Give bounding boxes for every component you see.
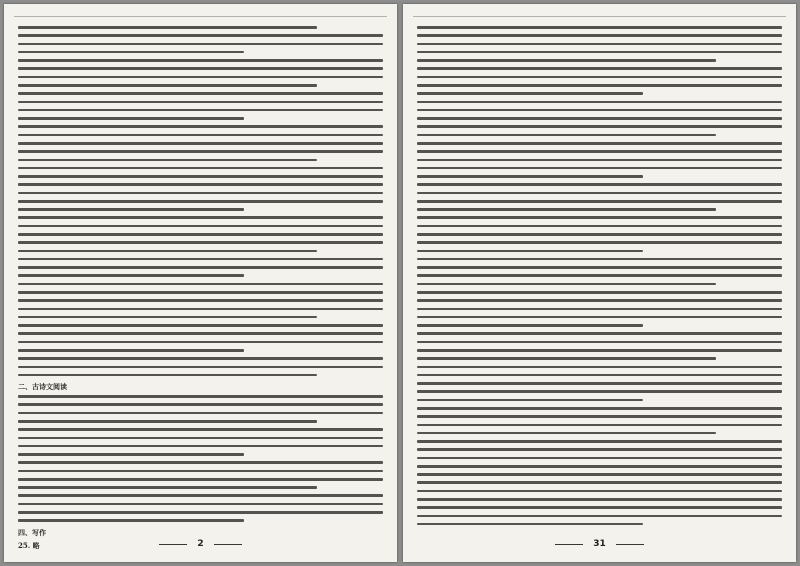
text-line bbox=[18, 76, 383, 79]
text-line bbox=[18, 159, 317, 162]
text-line bbox=[18, 125, 383, 128]
text-line bbox=[18, 59, 383, 62]
section-heading: 二、古诗文阅读 bbox=[18, 382, 67, 392]
text-line bbox=[417, 349, 782, 352]
text-line bbox=[417, 159, 782, 162]
text-line bbox=[417, 457, 782, 460]
text-line bbox=[18, 26, 317, 29]
text-line bbox=[417, 374, 782, 377]
text-line bbox=[417, 432, 716, 435]
left-page bbox=[4, 4, 397, 562]
text-line bbox=[417, 92, 643, 95]
text-line bbox=[18, 266, 383, 269]
text-line bbox=[417, 26, 782, 29]
text-line bbox=[417, 175, 643, 178]
text-line bbox=[18, 150, 383, 153]
text-line bbox=[18, 366, 383, 369]
text-line bbox=[417, 357, 716, 360]
text-line bbox=[417, 390, 782, 393]
text-line bbox=[18, 192, 383, 195]
text-line bbox=[18, 470, 383, 473]
text-line bbox=[417, 208, 716, 211]
text-line bbox=[417, 59, 716, 62]
text-line bbox=[18, 341, 383, 344]
text-line bbox=[417, 316, 782, 319]
text-line bbox=[18, 308, 383, 311]
text-line bbox=[18, 494, 383, 497]
text-line bbox=[417, 490, 782, 493]
text-line bbox=[417, 415, 782, 418]
text-line bbox=[417, 241, 782, 244]
text-line bbox=[18, 357, 383, 360]
text-line bbox=[417, 266, 782, 269]
text-line bbox=[18, 420, 317, 423]
text-line bbox=[417, 134, 716, 137]
text-line bbox=[18, 258, 383, 261]
text-line bbox=[417, 332, 782, 335]
text-line bbox=[417, 399, 643, 402]
text-line bbox=[18, 225, 383, 228]
text-line bbox=[18, 117, 244, 120]
text-line bbox=[18, 461, 383, 464]
text-line bbox=[417, 150, 782, 153]
text-line bbox=[18, 67, 383, 70]
text-line bbox=[417, 481, 782, 484]
text-line bbox=[417, 465, 782, 468]
text-line bbox=[18, 250, 317, 253]
text-line bbox=[18, 503, 383, 506]
text-line bbox=[18, 511, 383, 514]
text-line bbox=[417, 308, 782, 311]
text-line bbox=[18, 519, 244, 522]
text-line bbox=[417, 43, 782, 46]
text-line bbox=[417, 341, 782, 344]
text-line bbox=[18, 478, 383, 481]
text-line bbox=[18, 374, 317, 377]
text-line bbox=[18, 324, 383, 327]
footer-dash bbox=[616, 544, 644, 545]
text-line bbox=[18, 316, 317, 319]
text-line bbox=[18, 486, 317, 489]
text-line bbox=[417, 183, 782, 186]
text-line bbox=[417, 424, 782, 427]
text-line bbox=[18, 453, 244, 456]
text-line bbox=[18, 233, 383, 236]
text-line bbox=[18, 403, 383, 406]
text-line bbox=[18, 175, 383, 178]
left-page-footer bbox=[4, 538, 397, 550]
text-line bbox=[18, 200, 383, 203]
text-line bbox=[417, 84, 782, 87]
footer-dash bbox=[555, 544, 583, 545]
left-page-body bbox=[18, 26, 383, 550]
text-line bbox=[417, 407, 782, 410]
text-line bbox=[18, 299, 383, 302]
text-line bbox=[18, 437, 383, 440]
right-page-footer bbox=[403, 538, 796, 550]
text-line bbox=[417, 250, 643, 253]
text-line bbox=[417, 67, 782, 70]
text-line bbox=[417, 51, 782, 54]
text-line bbox=[417, 498, 782, 501]
text-line bbox=[417, 216, 782, 219]
text-line bbox=[417, 523, 643, 526]
text-line bbox=[18, 208, 244, 211]
text-line bbox=[18, 51, 244, 54]
footer-dash bbox=[159, 544, 187, 545]
text-line bbox=[417, 382, 782, 385]
text-line bbox=[417, 324, 643, 327]
text-line bbox=[417, 76, 782, 79]
text-line bbox=[18, 84, 317, 87]
right-page-body bbox=[417, 26, 782, 530]
text-line bbox=[417, 142, 782, 145]
text-line bbox=[18, 428, 383, 431]
text-line bbox=[417, 473, 782, 476]
text-line bbox=[417, 125, 782, 128]
right-page bbox=[403, 4, 796, 562]
text-line bbox=[417, 233, 782, 236]
text-line bbox=[417, 515, 782, 518]
left-page-number: 2 bbox=[197, 539, 204, 549]
text-line bbox=[417, 117, 782, 120]
text-line bbox=[18, 445, 383, 448]
writing-item: 25. 略 bbox=[18, 540, 40, 550]
text-line bbox=[18, 412, 383, 415]
text-line bbox=[417, 192, 782, 195]
text-line bbox=[417, 506, 782, 509]
text-line bbox=[18, 34, 383, 37]
text-line bbox=[18, 332, 383, 335]
text-line bbox=[18, 216, 383, 219]
text-line bbox=[18, 241, 383, 244]
text-line bbox=[417, 167, 782, 170]
text-line bbox=[18, 291, 383, 294]
document-spread bbox=[4, 4, 796, 562]
text-line bbox=[18, 101, 383, 104]
text-line bbox=[417, 440, 782, 443]
text-line bbox=[18, 109, 383, 112]
text-line bbox=[417, 258, 782, 261]
text-line bbox=[18, 134, 383, 137]
text-line bbox=[417, 274, 782, 277]
right-page-number: 31 bbox=[593, 539, 606, 549]
text-line bbox=[417, 448, 782, 451]
writing-heading: 四、写作 bbox=[18, 527, 46, 537]
text-line bbox=[18, 92, 383, 95]
text-line bbox=[417, 299, 782, 302]
footer-dash bbox=[214, 544, 242, 545]
text-line bbox=[417, 101, 782, 104]
text-line bbox=[18, 43, 383, 46]
text-line bbox=[18, 395, 383, 398]
text-line bbox=[18, 183, 383, 186]
text-line bbox=[18, 274, 244, 277]
text-line bbox=[417, 34, 782, 37]
text-line bbox=[417, 291, 782, 294]
text-line bbox=[417, 109, 782, 112]
text-line bbox=[18, 142, 383, 145]
text-line bbox=[417, 283, 716, 286]
text-line bbox=[18, 283, 383, 286]
text-line bbox=[18, 167, 383, 170]
text-line bbox=[18, 349, 244, 352]
text-line bbox=[417, 366, 782, 369]
text-line bbox=[417, 200, 782, 203]
text-line bbox=[417, 225, 782, 228]
